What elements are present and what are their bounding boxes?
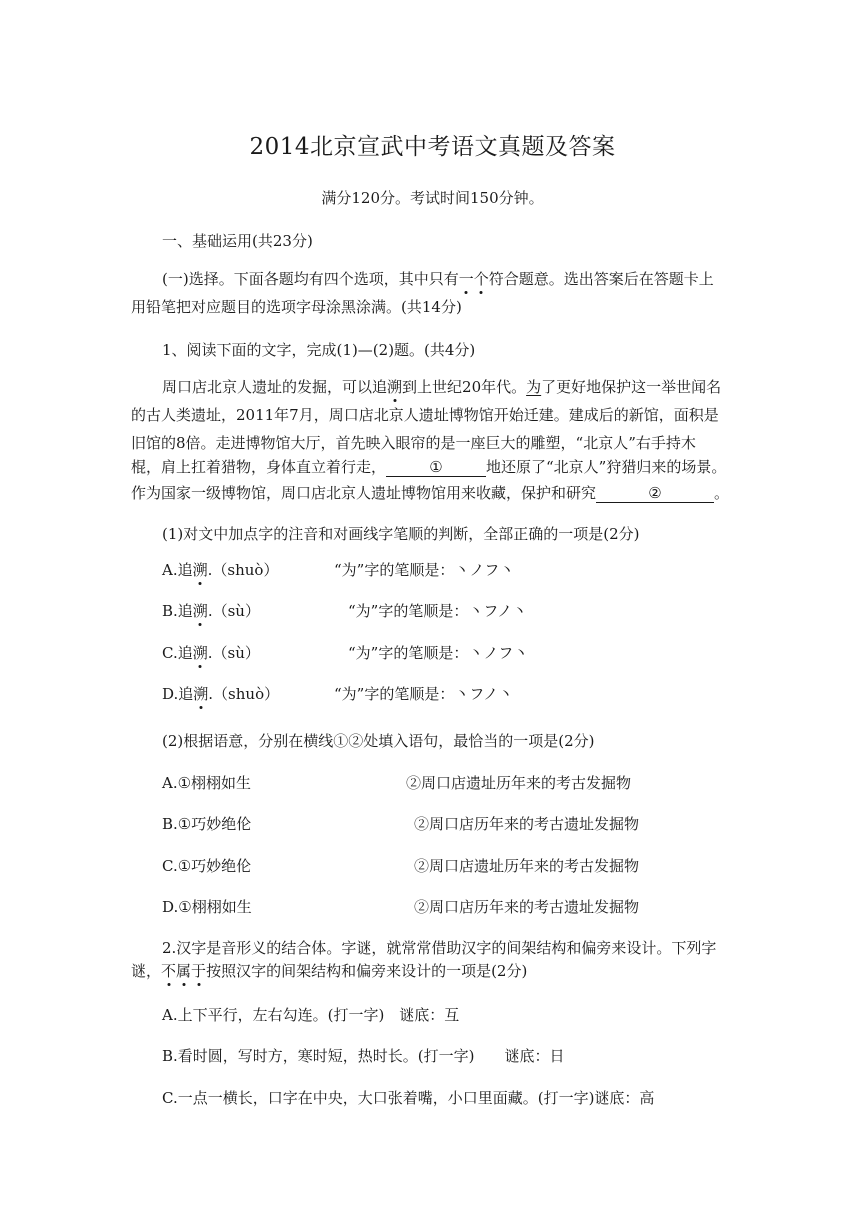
q1-1-option-c-stroke-order: “为”字的笔顺是：丶ノフ丶 — [348, 644, 529, 662]
question-1-header: 1、阅读下面的文字，完成(1)—(2)题。(共4分) — [162, 341, 476, 359]
passage-line-5: 作为国家一级博物馆，周口店北京人遗址博物馆用来收藏，保护和研究 ② 。 — [131, 484, 730, 502]
q1-1-option-b: B.追溯.（sù） — [162, 602, 260, 620]
q1-2-option-d-part1: D.①栩栩如生 — [162, 898, 252, 916]
q1-1-option-b-stroke-order: “为”字的笔顺是：丶フノ丶 — [348, 602, 528, 620]
passage-line-1: 周口店北京人遗址的发掘，可以追溯到上世纪20年代。为了更好地保护这一举世闻名 — [162, 378, 722, 396]
q2-option-b: B.看时圆，写时方，寒时短，热时长。(打一字) 谜底：日 — [162, 1047, 565, 1065]
section-heading: 一、基础运用(共23分) — [162, 232, 313, 250]
q1-2-option-a-part2: ②周口店遗址历年来的考古发掘物 — [406, 774, 632, 792]
q2-option-a: A.上下平行，左右勾连。(打一字) 谜底：互 — [162, 1006, 460, 1024]
q1-2-option-d-part2: ②周口店历年来的考古遗址发掘物 — [414, 898, 640, 916]
q1-2-option-c-part1: C.①巧妙绝伦 — [162, 857, 252, 875]
q1-2-option-c-part2: ②周口店遗址历年来的考古发掘物 — [414, 857, 640, 875]
q1-2-option-b-part2: ②周口店历年来的考古遗址发掘物 — [414, 815, 640, 833]
passage-line-2: 的古人类遗址，2011年7月，周口店北京人遗址博物馆开始迁建。建成后的新馆，面积是 — [131, 406, 719, 424]
page-title: 2014北京宣武中考语文真题及答案 — [249, 134, 616, 160]
q2-option-c: C.一点一横长，口字在中央，大口张着嘴，小口里面藏。(打一字)谜底：高 — [162, 1089, 655, 1107]
passage-line-3: 旧馆的8倍。走进博物馆大厅，首先映入眼帘的是一座巨大的雕塑，“北京人”右手持木 — [131, 434, 696, 452]
q1-1-option-d: D.追溯.（shuò） — [162, 685, 280, 703]
passage-line-4: 棍，肩上扛着猎物，身体直立着行走， ① 地还原了“北京人”狩猎归来的场景。 — [131, 458, 727, 476]
answer-blank-1[interactable]: ① — [386, 459, 486, 477]
q1-1-option-a-stroke-order: “为”字的笔顺是：丶ノフ丶 — [334, 561, 515, 579]
instruction-line-2: 用铅笔把对应题目的选项字母涂黑涂满。(共14分) — [131, 298, 462, 316]
q1-1-option-c: C.追溯.（sù） — [162, 644, 260, 662]
instruction-line-1: (一)选择。下面各题均有四个选项，其中只有一个符合题意。选出答案后在答题卡上 — [162, 270, 714, 288]
question-2-line-1: 2.汉字是音形义的结合体。字谜，就常常借助汉字的间架结构和偏旁来设计。下列字 — [162, 939, 717, 957]
question-1-2-stem: (2)根据语意，分别在横线①②处填入语句，最恰当的一项是(2分) — [162, 732, 595, 750]
question-2-line-2: 谜，不属于按照汉字的间架结构和偏旁来设计的一项是(2分) — [131, 962, 528, 980]
question-1-1-stem: (1)对文中加点字的注音和对画线字笔顺的判断，全部正确的一项是(2分) — [162, 525, 640, 543]
answer-blank-2[interactable]: ② — [596, 485, 714, 503]
q1-2-option-b-part1: B.①巧妙绝伦 — [162, 815, 252, 833]
q1-2-option-a-part1: A.①栩栩如生 — [162, 774, 252, 792]
q1-1-option-d-stroke-order: “为”字的笔顺是：丶フノ丶 — [334, 685, 514, 703]
exam-info: 满分120分。考试时间150分钟。 — [321, 189, 544, 207]
q1-1-option-a: A.追溯.（shuò） — [162, 561, 279, 579]
